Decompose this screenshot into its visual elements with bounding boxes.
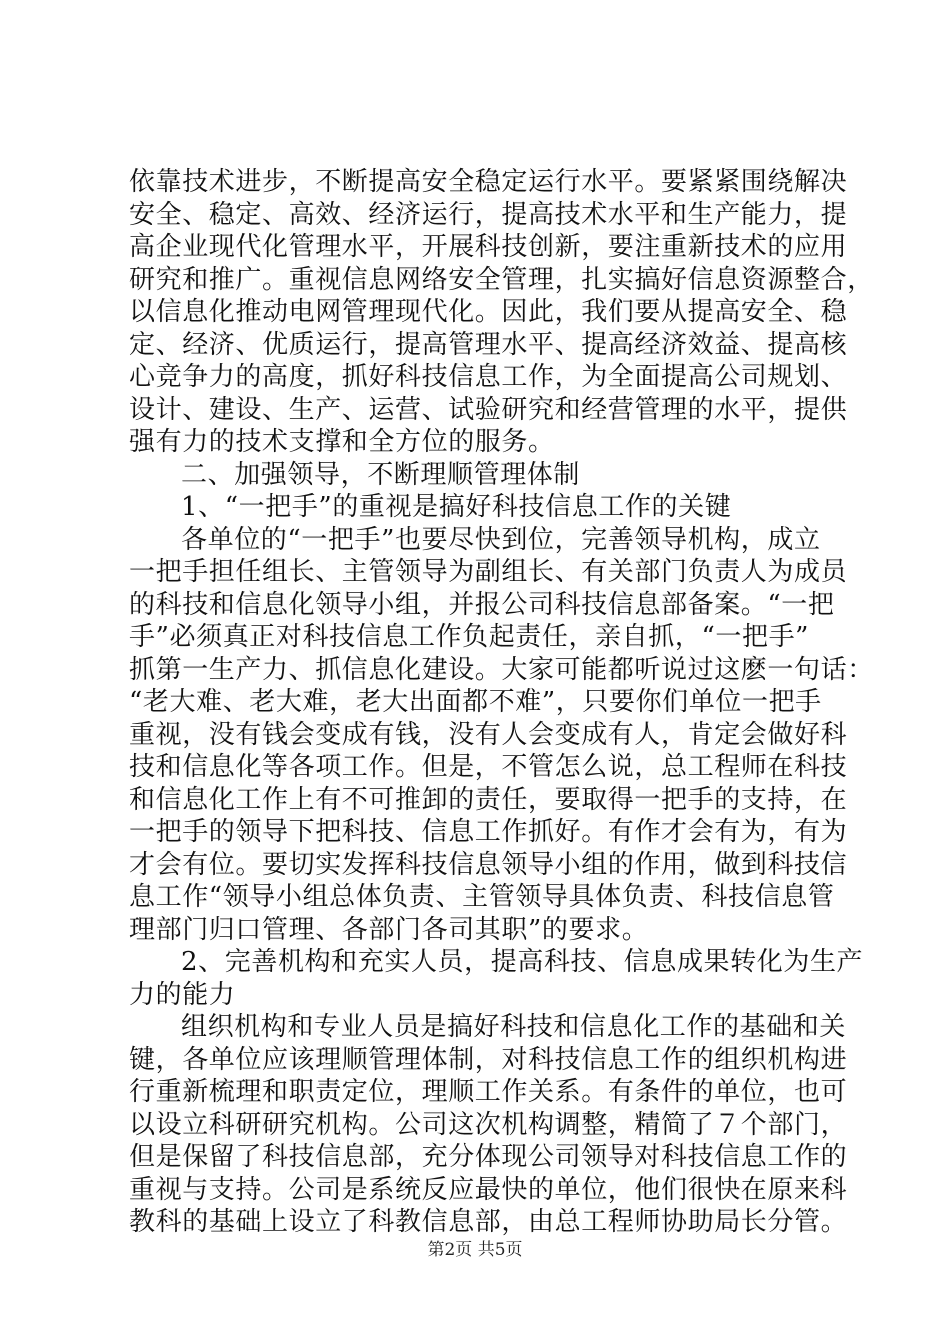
paragraph-line: 的科技和信息化领导小组，并报公司科技信息部备案。“一把 — [129, 589, 835, 620]
paragraph-line: 理部门归口管理、各部门各司其职”的要求。 — [129, 914, 649, 945]
document-body — [129, 166, 874, 1239]
paragraph-line: 手”必须真正对科技信息工作负起责任，亲自抓，“一把手” — [129, 622, 810, 652]
paragraph-line: 强有力的技术支撑和全方位的服务。 — [129, 427, 555, 457]
paragraph-1 — [129, 166, 874, 459]
paragraph-line: 息工作“领导小组总体负责、主管领导具体负责、科技信息管 — [129, 882, 835, 912]
subsection-heading-line: 力的能力 — [129, 979, 236, 1010]
paragraph-line: 安全、稳定、高效、经济运行，提高技术水平和生产能力，提 — [129, 199, 848, 230]
paragraph-line: 设计、建设、生产、运营、试验研究和经营管理的水平，提供 — [129, 394, 848, 425]
paragraph-line: 键，各单位应该理顺管理体制，对科技信息工作的组织机构进 — [129, 1044, 848, 1075]
paragraph-line: 高企业现代化管理水平，开展科技创新，要注重新技术的应用 — [129, 232, 848, 262]
subsection-heading: 1、“一把手”的重视是搞好科技信息工作的关键 — [181, 492, 732, 522]
paragraph-line: 依靠技术进步，不断提高安全稳定运行水平。要紧紧围绕解决 — [129, 167, 848, 197]
subsection-heading-line: 2、完善机构和充实人员，提高科技、信息成果转化为生产 — [181, 947, 864, 977]
paragraph-line: 一把手担任组长、主管领导为副组长、有关部门负责人为成员 — [129, 557, 848, 587]
paragraph-line: 以设立科研研究机构。公司这次机构调整，精简了７个部门， — [129, 1109, 848, 1140]
paragraph-line: 组织机构和专业人员是搞好科技和信息化工作的基础和关 — [181, 1012, 847, 1042]
paragraph-line: 各单位的“一把手”也要尽快到位，完善领导机构，成立 — [181, 524, 821, 555]
paragraph-2 — [129, 524, 874, 947]
paragraph-line: 但是保留了科技信息部，充分体现公司领导对科技信息工作的 — [129, 1142, 848, 1172]
paragraph-line: “老大难、老大难，老大出面都不难”，只要你们单位一把手 — [129, 687, 822, 717]
subsection-heading-2 — [129, 946, 864, 1011]
paragraph-line: 重视与支持。公司是系统反应最快的单位，他们很快在原来科 — [129, 1174, 848, 1205]
paragraph-line: 抓第一生产力、抓信息化建设。大家可能都听说过这麽一句话： — [129, 654, 874, 685]
paragraph-line: 一把手的领导下把科技、信息工作抓好。有作才会有为，有为 — [129, 817, 848, 847]
paragraph-line: 才会有位。要切实发挥科技信息领导小组的作用，做到科技信 — [129, 849, 848, 880]
section-heading: 二、加强领导，不断理顺管理体制 — [181, 459, 581, 490]
paragraph-line: 技和信息化等各项工作。但是，不管怎么说，总工程师在科技 — [129, 752, 848, 782]
paragraph-line: 教科的基础上设立了科教信息部，由总工程师协助局长分管。 — [129, 1207, 848, 1237]
paragraph-line: 研究和推广。重视信息网络安全管理，扎实搞好信息资源整合， — [129, 264, 874, 295]
paragraph-line: 和信息化工作上有不可推卸的责任，要取得一把手的支持，在 — [129, 784, 848, 815]
paragraph-line: 重视，没有钱会变成有钱，没有人会变成有人，肯定会做好科 — [129, 719, 848, 750]
paragraph-line: 行重新梳理和职责定位，理顺工作关系。有条件的单位，也可 — [129, 1077, 848, 1107]
paragraph-line: 以信息化推动电网管理现代化。因此，我们要从提高安全、稳 — [129, 297, 848, 327]
page-number-label: 第2页 共5页 — [427, 1240, 523, 1260]
paragraph-3 — [129, 1011, 848, 1239]
paragraph-line: 定、经济、优质运行，提高管理水平、提高经济效益、提高核 — [129, 329, 848, 360]
page-footer — [0, 1239, 950, 1261]
paragraph-line: 心竞争力的高度，抓好科技信息工作，为全面提高公司规划、 — [129, 362, 848, 392]
